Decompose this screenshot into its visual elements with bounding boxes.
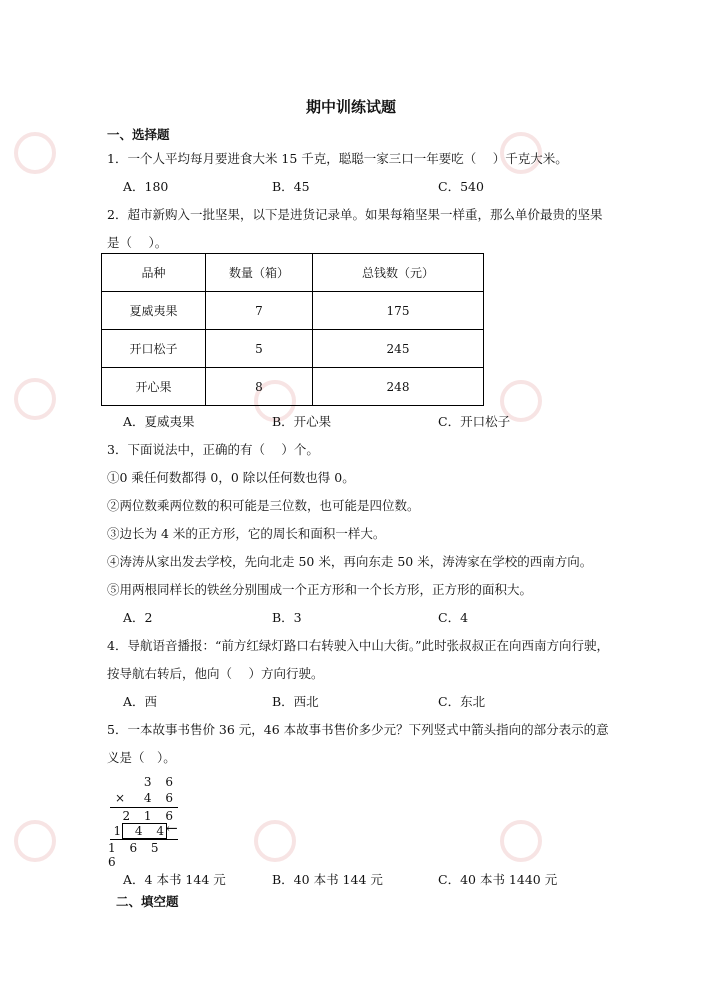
question-2-text-line1: 2．超市新购入一批坚果，以下是进货记录单。如果每箱坚果一样重，那么单价最贵的坚果 bbox=[107, 207, 603, 222]
table-cell: 开口松子 bbox=[102, 330, 206, 368]
q2-option-c: C．开口松子 bbox=[438, 414, 511, 429]
q3-statement: ④涛涛从家出发去学校，先向北走 50 米，再向东走 50 米，涛涛家在学校的西南方向。 bbox=[107, 554, 593, 569]
watermark-logo bbox=[14, 378, 56, 420]
multiplicand: 3 6 bbox=[143, 775, 178, 789]
table-cell: 248 bbox=[313, 368, 484, 406]
q3-statement: ⑤用两根同样长的铁丝分别围成一个正方形和一个长方形，正方形的面积大。 bbox=[107, 582, 533, 597]
section-heading-fill: 二、填空题 bbox=[116, 894, 179, 909]
table-cell: 8 bbox=[206, 368, 313, 406]
table-row bbox=[102, 368, 484, 406]
q3-option-c: C．4 bbox=[438, 610, 469, 625]
table-cell: 7 bbox=[206, 292, 313, 330]
vertical-multiplication bbox=[108, 772, 198, 869]
question-4-text-line2: 按导航右转后，他向（ ）方向行驶。 bbox=[107, 666, 324, 681]
q1-option-b: B．45 bbox=[272, 179, 310, 194]
q3-statement: ③边长为 4 米的正方形，它的周长和面积一样大。 bbox=[107, 526, 386, 541]
final-product: 1 6 5 6 bbox=[108, 841, 164, 869]
question-2-text-line2: 是（ ）。 bbox=[107, 235, 168, 250]
table-header-cell: 总钱数（元） bbox=[313, 254, 484, 292]
q4-option-b: B．西北 bbox=[272, 694, 319, 709]
q4-option-a: A．西 bbox=[123, 694, 158, 709]
section-heading-choice: 一、选择题 bbox=[107, 127, 170, 142]
watermark-logo bbox=[500, 820, 542, 862]
q5-option-c: C．40 本书 1440 元 bbox=[438, 872, 558, 887]
question-5-text-line1: 5．一本故事书售价 36 元，46 本故事书售价多少元？下列竖式中箭头指向的部分表示的意 bbox=[107, 722, 609, 737]
partial-product-1: 2 1 6 bbox=[122, 809, 178, 823]
table-cell: 夏威夷果 bbox=[102, 292, 206, 330]
watermark-logo bbox=[254, 820, 296, 862]
watermark-logo bbox=[14, 132, 56, 174]
multiply-sign: × bbox=[115, 791, 126, 805]
q3-statement: ②两位数乘两位数的积可能是三位数，也可能是四位数。 bbox=[107, 498, 420, 513]
q3-option-b: B．3 bbox=[272, 610, 302, 625]
partial-product-2: 1 4 4 bbox=[113, 824, 169, 838]
q1-option-c: C．540 bbox=[438, 179, 484, 194]
question-5-text-line2: 义是（ ）。 bbox=[107, 750, 176, 765]
table-cell: 175 bbox=[313, 292, 484, 330]
q1-option-a: A．180 bbox=[123, 179, 169, 194]
table-cell: 245 bbox=[313, 330, 484, 368]
table-row bbox=[102, 292, 484, 330]
q2-option-a: A．夏威夷果 bbox=[123, 414, 195, 429]
rule-line bbox=[110, 807, 178, 808]
q3-statement: ①0 乘任何数都得 0，0 除以任何数也得 0。 bbox=[107, 470, 355, 485]
nut-purchase-table bbox=[101, 253, 484, 406]
watermark-logo bbox=[14, 820, 56, 862]
page-title: 期中训练试题 bbox=[306, 98, 397, 116]
q2-option-b: B．开心果 bbox=[272, 414, 332, 429]
arrow-left-icon: ← bbox=[166, 821, 178, 837]
multiplier: 4 6 bbox=[143, 791, 178, 805]
q3-option-a: A．2 bbox=[123, 610, 153, 625]
table-cell: 开心果 bbox=[102, 368, 206, 406]
question-1-text: 1．一个人平均每月要进食大米 15 千克，聪聪一家三口一年要吃（ ）千克大米。 bbox=[107, 151, 568, 166]
q4-option-c: C．东北 bbox=[438, 694, 486, 709]
table-row bbox=[102, 330, 484, 368]
table-header-row bbox=[102, 254, 484, 292]
rule-line bbox=[110, 839, 178, 840]
question-3-text: 3．下面说法中，正确的有（ ）个。 bbox=[107, 442, 319, 457]
table-header-cell: 数量（箱） bbox=[206, 254, 313, 292]
table-cell: 5 bbox=[206, 330, 313, 368]
table-header-cell: 品种 bbox=[102, 254, 206, 292]
q5-option-b: B．40 本书 144 元 bbox=[272, 872, 383, 887]
q5-option-a: A．4 本书 144 元 bbox=[123, 872, 226, 887]
question-4-text-line1: 4．导航语音播报：“前方红绿灯路口右转驶入中山大街。”此时张叔叔正在向西南方向行驶， bbox=[107, 638, 609, 653]
